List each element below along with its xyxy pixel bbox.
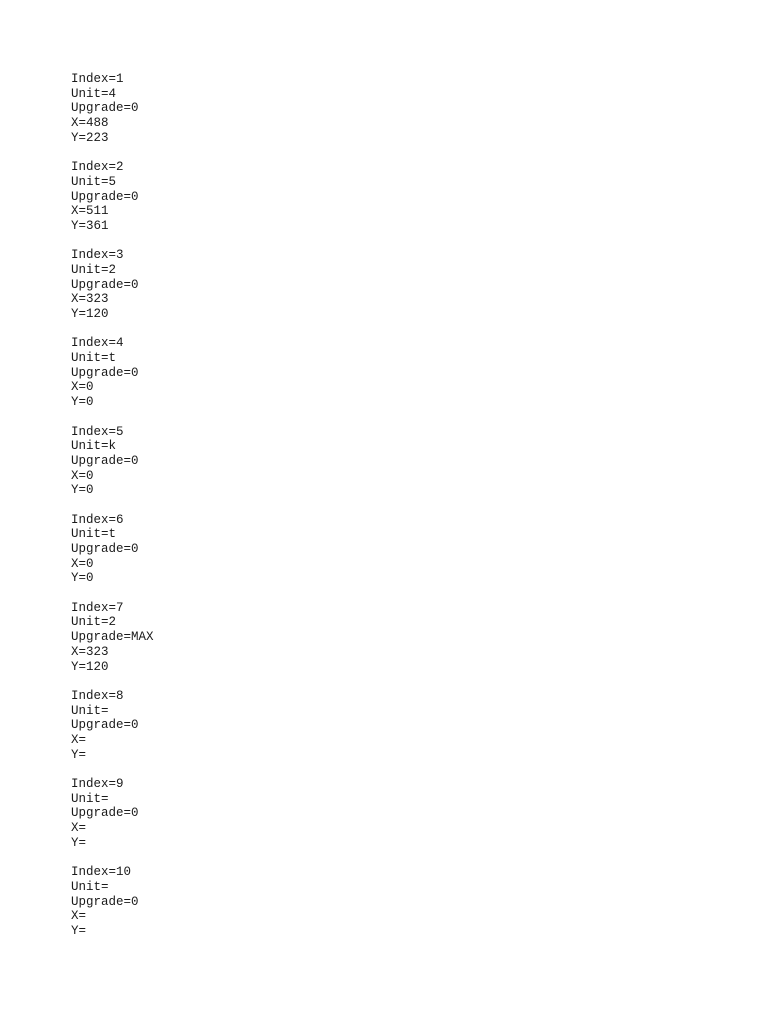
record-upgrade: Upgrade=0 [71, 718, 139, 733]
record-y: Y= [71, 923, 87, 938]
record-y: Y=0 [71, 571, 94, 586]
record-7 [71, 601, 154, 674]
record-6 [71, 513, 154, 586]
record-y: Y=120 [71, 659, 109, 674]
record-unit: Unit=t [71, 351, 117, 366]
record-upgrade: Upgrade=0 [71, 365, 139, 380]
record-8 [71, 689, 154, 762]
record-4 [71, 336, 154, 409]
record-index: Index=8 [71, 688, 124, 703]
record-x: X=0 [71, 556, 94, 571]
record-upgrade: Upgrade=0 [71, 542, 139, 556]
record-x: X=511 [71, 204, 109, 219]
record-index: Index=3 [71, 248, 124, 263]
record-3 [71, 248, 154, 321]
record-unit: Unit= [71, 791, 109, 806]
record-unit: Unit=t [71, 527, 117, 542]
record-upgrade: Upgrade=0 [71, 277, 139, 292]
record-index: Index=4 [71, 336, 124, 351]
record-2 [71, 160, 154, 233]
record-index: Index=5 [71, 424, 124, 439]
record-upgrade: Upgrade=MAX [71, 630, 154, 645]
record-upgrade: Upgrade=0 [71, 453, 139, 468]
record-1 [71, 72, 154, 145]
record-y: Y=0 [71, 395, 94, 410]
record-unit: Unit=5 [71, 174, 117, 189]
record-y: Y= [71, 835, 87, 850]
record-index: Index=2 [71, 160, 124, 175]
record-x: X=0 [71, 468, 94, 483]
record-unit: Unit=k [71, 439, 117, 454]
record-x: X=488 [71, 116, 109, 131]
record-10 [71, 865, 154, 938]
record-y: Y=223 [71, 130, 109, 145]
record-unit: Unit=2 [71, 615, 117, 630]
record-unit: Unit=4 [71, 86, 117, 101]
record-upgrade: Upgrade=0 [71, 806, 139, 821]
record-5 [71, 425, 154, 498]
record-upgrade: Upgrade=0 [71, 189, 139, 204]
record-upgrade: Upgrade=0 [71, 101, 139, 116]
record-y: Y=361 [71, 218, 109, 233]
record-index: Index=1 [71, 72, 124, 86]
record-y: Y= [71, 747, 87, 762]
record-x: X=323 [71, 644, 109, 659]
record-x: X= [71, 732, 87, 747]
record-unit: Unit= [71, 703, 109, 718]
record-index: Index=10 [71, 865, 132, 880]
record-x: X= [71, 909, 87, 924]
record-y: Y=0 [71, 483, 94, 498]
record-upgrade: Upgrade=0 [71, 894, 139, 909]
record-index: Index=7 [71, 600, 124, 615]
record-x: X=323 [71, 292, 109, 307]
record-unit: Unit= [71, 879, 109, 894]
document-body [71, 72, 154, 953]
record-x: X=0 [71, 380, 94, 395]
record-y: Y=120 [71, 307, 109, 321]
record-unit: Unit=2 [71, 262, 117, 277]
record-x: X= [71, 821, 87, 836]
record-9 [71, 777, 154, 850]
record-index: Index=6 [71, 512, 124, 527]
record-index: Index=9 [71, 777, 124, 791]
